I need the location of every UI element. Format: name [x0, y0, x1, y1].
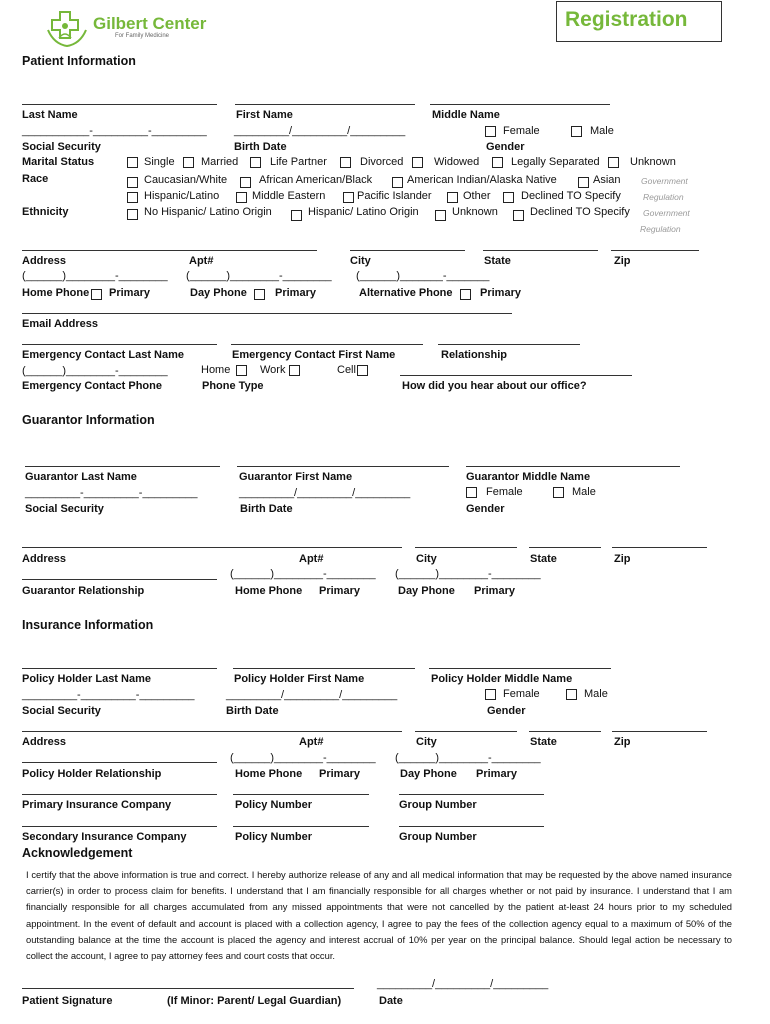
declined-ethnicity-checkbox[interactable]	[513, 210, 524, 221]
declined-race-label: Declined TO Specify	[521, 190, 621, 202]
signature-date-field[interactable]: _________/_________/_________	[377, 978, 549, 990]
i-day-phone-label: Day Phone	[400, 768, 457, 780]
g-address-label: Address	[22, 553, 67, 565]
female-checkbox[interactable]	[485, 126, 496, 137]
g-zip-label: Zip	[614, 553, 631, 565]
patient-signature-label: Patient Signature	[22, 995, 113, 1007]
day-phone-label: Day Phone	[190, 287, 247, 299]
primary-company-label: Primary Insurance Company	[22, 799, 172, 811]
g-home-phone-field[interactable]: (______)________-________	[230, 568, 376, 580]
african-american-checkbox[interactable]	[240, 177, 251, 188]
no-hispanic-checkbox[interactable]	[127, 209, 138, 220]
city-line[interactable]	[350, 250, 465, 251]
middle-eastern-checkbox[interactable]	[236, 192, 247, 203]
g-day-phone-field[interactable]: (______)________-________	[395, 568, 541, 580]
i-birth-field[interactable]: _________/_________/_________	[226, 689, 398, 701]
state-label: State	[484, 255, 511, 267]
i-relationship-line[interactable]	[22, 762, 217, 763]
i-male-checkbox[interactable]	[566, 689, 577, 700]
last-name-line[interactable]	[22, 104, 217, 105]
government-note-1: Government	[641, 176, 688, 186]
i-last-label: Policy Holder Last Name	[22, 673, 151, 685]
g-female-label: Female	[486, 486, 523, 498]
american-indian-label: American Indian/Alaska Native	[407, 174, 557, 186]
zip-label: Zip	[614, 255, 631, 267]
i-address-label: Address	[22, 736, 67, 748]
married-label: Married	[201, 156, 239, 168]
i-zip-label: Zip	[614, 736, 631, 748]
i-address-line[interactable]	[22, 731, 402, 732]
logo-icon	[44, 8, 90, 48]
g-zip-line[interactable]	[612, 547, 707, 548]
g-address-line[interactable]	[22, 547, 402, 548]
relationship-line[interactable]	[438, 344, 580, 345]
g-city-line[interactable]	[415, 547, 517, 548]
alternative-phone-primary-checkbox[interactable]	[460, 289, 471, 300]
cell-type-checkbox[interactable]	[357, 365, 368, 376]
g-birth-date-label: Birth Date	[240, 503, 293, 515]
home-phone-primary-checkbox[interactable]	[91, 289, 102, 300]
i-ssn-field[interactable]: _________-_________-_________	[22, 689, 195, 701]
brand-tagline: For Family Medicine	[115, 33, 170, 39]
i-first-line[interactable]	[233, 668, 415, 669]
i-home-phone-label: Home Phone	[235, 768, 303, 780]
middle-eastern-label: Middle Eastern	[252, 190, 326, 202]
policy-number-2-line[interactable]	[233, 826, 369, 827]
ec-phone-field[interactable]: (______)________-________	[22, 365, 168, 377]
brand-name: Gilbert Center	[93, 14, 207, 33]
female-label: Female	[503, 125, 540, 137]
policy-number-2-label: Policy Number	[235, 831, 313, 843]
declined-race-checkbox[interactable]	[503, 192, 514, 203]
marital-status-label: Marital Status	[22, 156, 95, 168]
group-number-2-label: Group Number	[399, 831, 477, 843]
i-home-primary-label: Primary	[319, 768, 360, 780]
ec-last-label: Emergency Contact Last Name	[22, 349, 184, 361]
primary-company-line[interactable]	[22, 794, 217, 795]
home-phone-field[interactable]: (______)________-________	[22, 270, 168, 282]
g-middle-label: Guarantor Middle Name	[466, 471, 591, 483]
home-phone-primary-label: Primary	[109, 287, 150, 299]
g-home-primary-label: Primary	[319, 585, 360, 597]
acknowledgement-text: I certify that the above information is true and correct. I hereby authorize release of any and all medical information that may be requested by the above named insurance carrier(s) in order to process claim for benefits. I understand that I am financially responsible for all charges whether or not paid by insurance. I understand that I am financially responsible for all charges accumulated from any missed appointments that were not cancelled by the patient at-least 24 hours prior to my scheduled appointment. In the event of default and account is placed with a collection agency, I agree to pay the fees of the collection agency equal to a maximum of 50% of the outstanding balance at the time the account is placed the agency and interest accrual of 10% per year on the principal balance. Should legal action be necessary to collect the account, I agree to pay attorney fees and court costs that occur.	[26, 869, 732, 962]
divorced-label: Divorced	[360, 156, 404, 168]
i-zip-line[interactable]	[612, 731, 707, 732]
i-social-security-label: Social Security	[22, 705, 101, 717]
day-phone-primary-checkbox[interactable]	[254, 289, 265, 300]
unknown-marital-label: Unknown	[630, 156, 676, 168]
ec-phone-label: Emergency Contact Phone	[22, 380, 162, 392]
regulation-note-1: Regulation	[643, 192, 684, 202]
pacific-islander-label: Pacific Islander	[357, 190, 432, 202]
last-name-label: Last Name	[22, 109, 78, 121]
i-day-primary-label: Primary	[476, 768, 517, 780]
ssn-field[interactable]: ___________-_________-_________	[22, 125, 207, 137]
hispanic-origin-checkbox[interactable]	[291, 210, 302, 221]
i-city-label: City	[416, 736, 437, 748]
g-gender-label: Gender	[466, 503, 505, 515]
g-apt-label: Apt#	[299, 553, 324, 565]
insurance-section-title: Insurance Information	[22, 618, 154, 632]
ec-first-line[interactable]	[231, 344, 423, 345]
i-relationship-label: Policy Holder Relationship	[22, 768, 162, 780]
unknown-ethnicity-label: Unknown	[452, 206, 498, 218]
i-last-line[interactable]	[22, 668, 217, 669]
single-checkbox[interactable]	[127, 157, 138, 168]
home-type-label: Home	[201, 364, 231, 376]
g-first-label: Guarantor First Name	[239, 471, 353, 483]
alternative-phone-label: Alternative Phone	[359, 287, 453, 299]
i-female-label: Female	[503, 688, 540, 700]
i-female-checkbox[interactable]	[485, 689, 496, 700]
male-checkbox[interactable]	[571, 126, 582, 137]
social-security-label: Social Security	[22, 141, 101, 153]
g-male-label: Male	[572, 486, 596, 498]
other-race-checkbox[interactable]	[447, 192, 458, 203]
g-last-line[interactable]	[25, 466, 220, 467]
birth-date-label: Birth Date	[234, 141, 287, 153]
asian-checkbox[interactable]	[578, 177, 589, 188]
g-city-label: City	[416, 553, 437, 565]
policy-number-line[interactable]	[233, 794, 369, 795]
alternative-phone-field[interactable]: (______)_______-_______	[356, 270, 490, 282]
i-male-label: Male	[584, 688, 608, 700]
i-middle-label: Policy Holder Middle Name	[431, 673, 573, 685]
hear-label: How did you hear about our office?	[402, 380, 587, 392]
i-day-phone-field[interactable]: (______)________-________	[395, 752, 541, 764]
i-birth-date-label: Birth Date	[226, 705, 279, 717]
married-checkbox[interactable]	[183, 157, 194, 168]
life-partner-label: Life Partner	[270, 156, 327, 168]
i-home-phone-field[interactable]: (______)________-________	[230, 752, 376, 764]
g-day-phone-label: Day Phone	[398, 585, 455, 597]
group-number-line[interactable]	[399, 794, 544, 795]
g-state-label: State	[530, 553, 557, 565]
patient-section-title: Patient Information	[22, 54, 136, 68]
home-phone-label: Home Phone	[22, 287, 90, 299]
signature-line[interactable]	[22, 988, 354, 989]
alternative-phone-primary-label: Primary	[480, 287, 521, 299]
race-label: Race	[22, 173, 49, 185]
cell-type-label: Cell	[337, 364, 356, 376]
g-last-label: Guarantor Last Name	[25, 471, 137, 483]
g-ssn-field[interactable]: _________-_________-_________	[25, 487, 198, 499]
other-race-label: Other	[463, 190, 491, 202]
i-city-line[interactable]	[415, 731, 517, 732]
i-gender-label: Gender	[487, 705, 526, 717]
i-middle-line[interactable]	[429, 668, 611, 669]
day-phone-primary-label: Primary	[275, 287, 316, 299]
i-state-label: State	[530, 736, 557, 748]
day-phone-field[interactable]: (______)________-________	[186, 270, 332, 282]
widowed-checkbox[interactable]	[412, 157, 423, 168]
g-female-checkbox[interactable]	[466, 487, 477, 498]
african-american-label: African American/Black	[259, 174, 373, 186]
government-note-2: Government	[643, 208, 690, 218]
single-label: Single	[144, 156, 175, 168]
middle-name-line[interactable]	[430, 104, 610, 105]
group-number-2-line[interactable]	[399, 826, 544, 827]
acknowledgement-title: Acknowledgement	[22, 846, 133, 860]
address-label: Address	[22, 255, 67, 267]
legally-separated-label: Legally Separated	[511, 156, 600, 168]
work-type-checkbox[interactable]	[289, 365, 300, 376]
work-type-label: Work	[260, 364, 286, 376]
hispanic-race-checkbox[interactable]	[127, 192, 138, 203]
secondary-company-line[interactable]	[22, 826, 217, 827]
hear-line[interactable]	[400, 375, 632, 376]
male-label: Male	[590, 125, 614, 137]
caucasian-checkbox[interactable]	[127, 177, 138, 188]
page-title: Registration	[565, 8, 688, 31]
divorced-checkbox[interactable]	[340, 157, 351, 168]
i-first-label: Policy Holder First Name	[234, 673, 365, 685]
secondary-company-label: Secondary Insurance Company	[22, 831, 187, 843]
unknown-ethnicity-checkbox[interactable]	[435, 210, 446, 221]
declined-ethnicity-label: Declined TO Specify	[530, 206, 630, 218]
middle-name-label: Middle Name	[432, 109, 500, 121]
ec-last-line[interactable]	[22, 344, 217, 345]
address-line[interactable]	[22, 250, 317, 251]
ec-first-label: Emergency Contact First Name	[232, 349, 396, 361]
policy-number-label: Policy Number	[235, 799, 313, 811]
minor-guardian-label: (If Minor: Parent/ Legal Guardian)	[167, 995, 342, 1007]
guarantor-section-title: Guarantor Information	[22, 413, 155, 427]
g-relationship-label: Guarantor Relationship	[22, 585, 145, 597]
g-relationship-line[interactable]	[22, 579, 217, 580]
g-middle-line[interactable]	[466, 466, 680, 467]
state-line[interactable]	[483, 250, 598, 251]
caucasian-label: Caucasian/White	[144, 174, 228, 186]
email-label: Email Address	[22, 318, 99, 330]
group-number-label: Group Number	[399, 799, 477, 811]
first-name-line[interactable]	[235, 104, 415, 105]
g-first-line[interactable]	[237, 466, 449, 467]
unknown-marital-checkbox[interactable]	[608, 157, 619, 168]
birth-date-field[interactable]: _________/_________/_________	[234, 125, 406, 137]
hispanic-origin-label: Hispanic/ Latino Origin	[308, 206, 419, 218]
regulation-note-2: Regulation	[640, 224, 681, 234]
relationship-label: Relationship	[441, 349, 508, 361]
date-label: Date	[379, 995, 403, 1007]
american-indian-checkbox[interactable]	[392, 177, 403, 188]
phone-type-label: Phone Type	[202, 380, 264, 392]
g-male-checkbox[interactable]	[553, 487, 564, 498]
city-label: City	[350, 255, 371, 267]
g-day-primary-label: Primary	[474, 585, 515, 597]
zip-line[interactable]	[611, 250, 699, 251]
apt-label: Apt#	[189, 255, 214, 267]
hispanic-race-label: Hispanic/Latino	[144, 190, 220, 202]
g-social-security-label: Social Security	[25, 503, 104, 515]
brand-logo	[44, 8, 90, 48]
home-type-checkbox[interactable]	[236, 365, 247, 376]
i-apt-label: Apt#	[299, 736, 324, 748]
widowed-label: Widowed	[434, 156, 480, 168]
first-name-label: First Name	[236, 109, 293, 121]
legally-separated-checkbox[interactable]	[492, 157, 503, 168]
g-state-line[interactable]	[529, 547, 601, 548]
g-home-phone-label: Home Phone	[235, 585, 303, 597]
gender-label: Gender	[486, 141, 525, 153]
g-birth-field[interactable]: _________/_________/_________	[239, 487, 411, 499]
pacific-islander-checkbox[interactable]	[343, 192, 354, 203]
no-hispanic-label: No Hispanic/ Latino Origin	[144, 206, 272, 218]
life-partner-checkbox[interactable]	[250, 157, 261, 168]
ethnicity-label: Ethnicity	[22, 206, 69, 218]
asian-label: Asian	[593, 174, 621, 186]
email-line[interactable]	[22, 313, 512, 314]
i-state-line[interactable]	[529, 731, 601, 732]
